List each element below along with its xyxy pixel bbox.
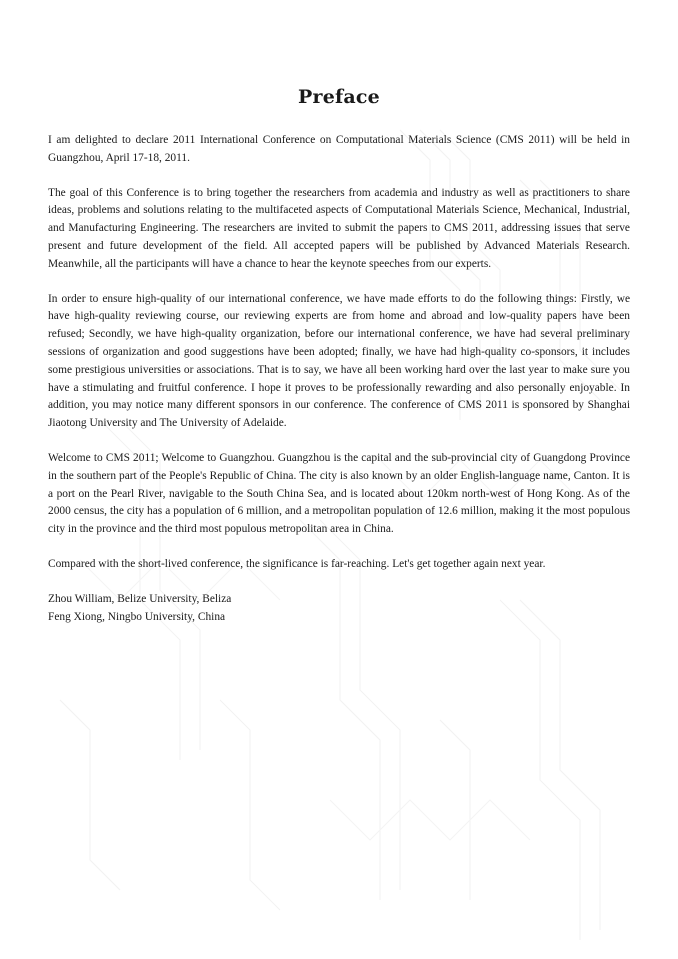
paragraph-welcome: Welcome to CMS 2011; Welcome to Guangzhou. Guangzhou is the capital and the sub-provincial city of Guangdong Province in the southern part of the People's Republic of China. The city is also known by an older English-language name, Canton. It is a port on the Pearl River, navigable to the South China Sea, and is located about 120km north-west of Hong Kong. As of the 2000 census, the city has a population of 6 million, and a metropolitan population of 12.6 million, making it the most populous city in the province and the third most populous metropolitan area in China. xyxy=(48,451,630,536)
signature-line: Feng Xiong, Ningbo University, China xyxy=(48,610,226,623)
paragraph-quality: In order to ensure high-quality of our international conference, we have made efforts to do the following things: Firstly, we have high-quality reviewing course, our reviewing experts are from home and abroad and low-quality papers have been refused; Secondly, we have high-quality organization, before our international conference, we have had several preliminary sessions of organization and good suggestions have been adopted; finally, we have had high-quality co-sponsors, it includes some prestigious universities or associations. That is to say, we have all been working hard over the last year to make sure you have a stimulating and fruitful conference. I hope it proves to be professionally rewarding and also personally enjoyable. In addition, you may notice many different sponsors in our conference. The conference of CMS 2011 is sponsored by Shanghai Jiaotong University and The University of Adelaide. xyxy=(48,292,630,430)
paragraph-closing: Compared with the short-lived conference, the significance is far-reaching. Let's get together again next year. xyxy=(48,557,546,570)
paragraph-goal: The goal of this Conference is to bring together the researchers from academia and industry as well as practitioners to share ideas, problems and solutions relating to the multifaceted aspects of Computational Materials Science, Mechanical, Industrial, and Manufacturing Engineering. The researchers are invited to submit the papers to CMS 2011, addressing issues that serve present and future development of the field. All accepted papers will be published by Advanced Materials Research. Meanwhile, all the participants will have a chance to hear the keynote speeches from our experts. xyxy=(48,186,630,270)
paragraph-intro: I am delighted to declare 2011 International Conference on Computational Materials Science (CMS 2011) will be held in Guangzhou, April 17-18, 2011. xyxy=(48,134,630,164)
signature-line: Zhou William, Belize University, Beliza xyxy=(48,592,232,605)
page-title: Preface xyxy=(298,86,380,108)
document-body xyxy=(48,86,630,626)
signature-block xyxy=(48,591,630,627)
